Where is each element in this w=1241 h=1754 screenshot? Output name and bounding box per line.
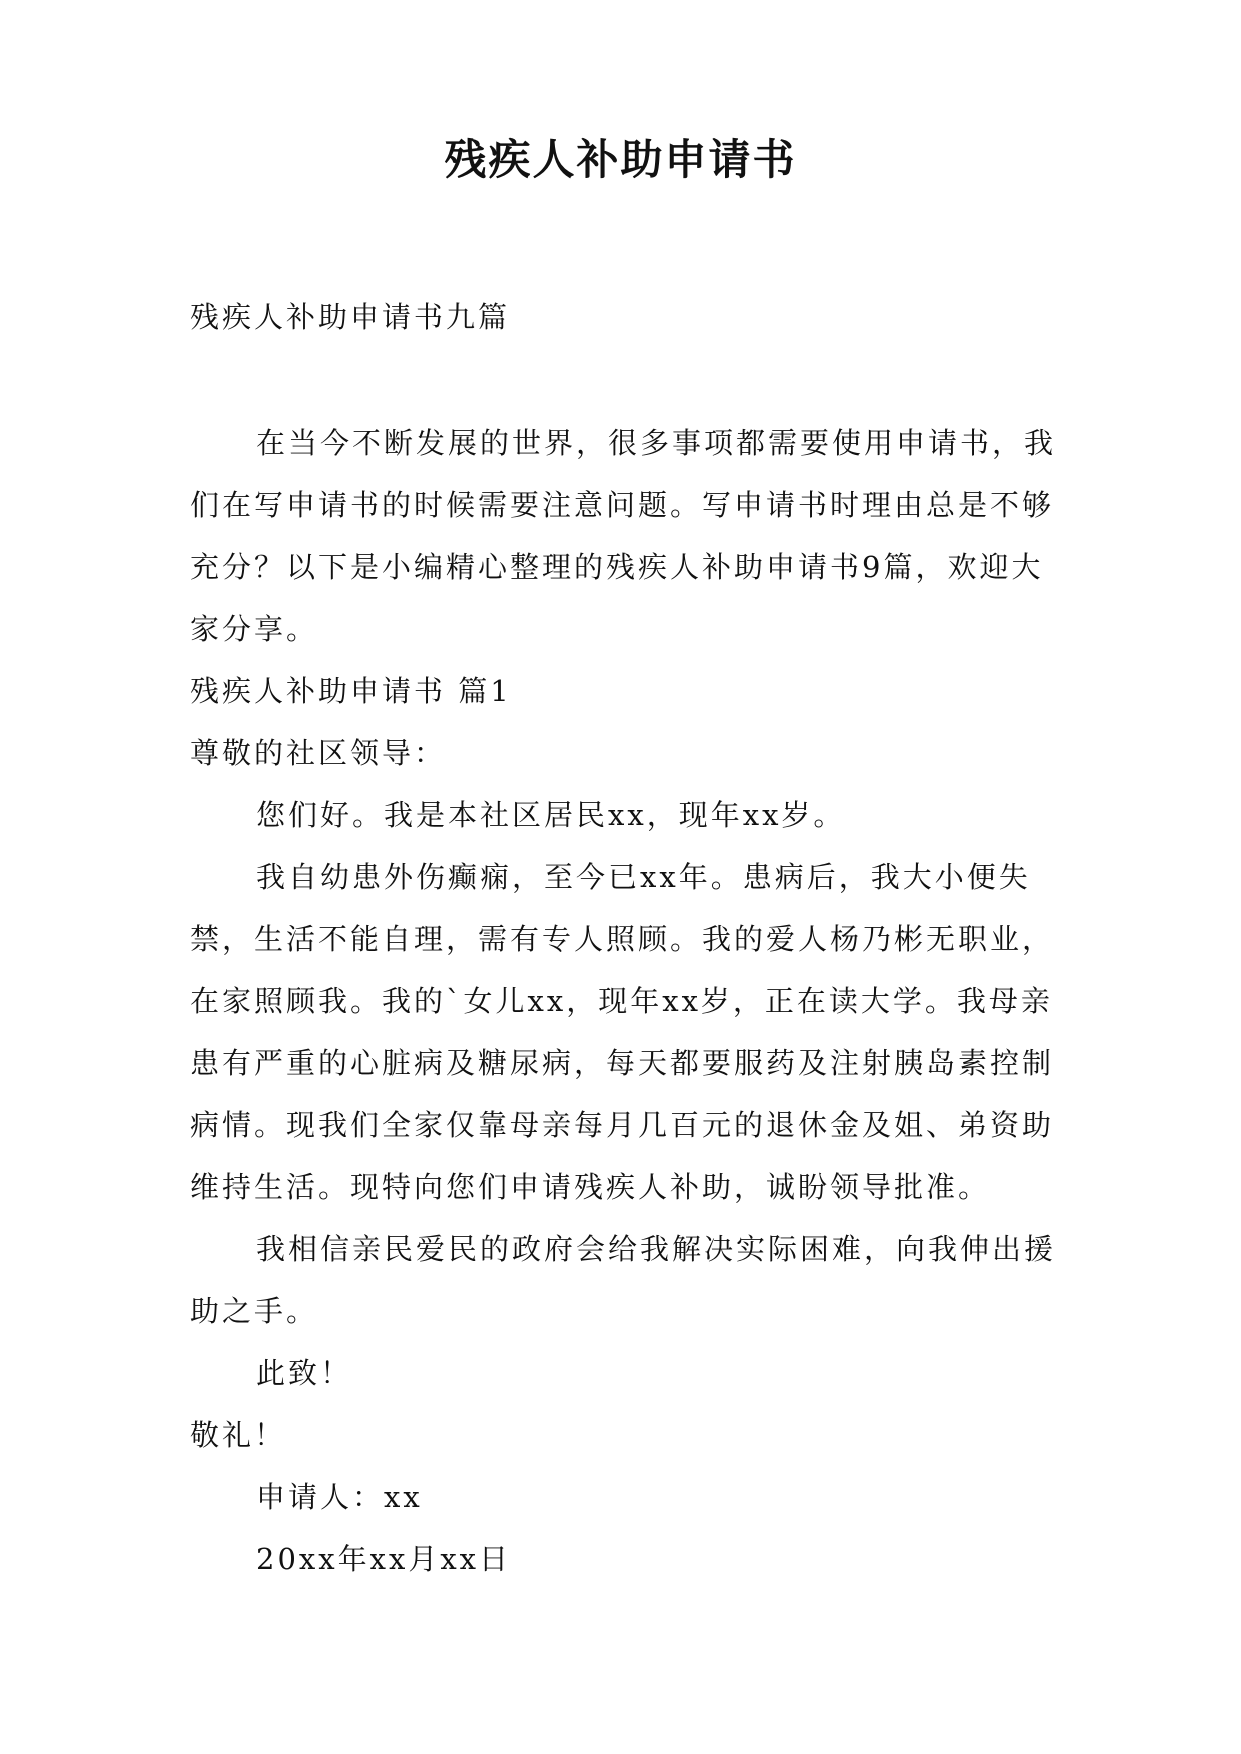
document-body [190, 286, 1060, 1590]
applicant-line: 申请人：xx [256, 1480, 423, 1514]
section-heading: 残疾人补助申请书 篇1 [190, 674, 512, 708]
spacer [190, 348, 1060, 412]
intro-paragraph: 在当今不断发展的世界，很多事项都需要使用申请书，我们在写申请书的时候需要注意问题。写申请书时理由总是不够充分？以下是小编精心整理的残疾人补助申请书9篇，欢迎大家分享。 [190, 426, 1057, 646]
date-line: 20xx年xx月xx日 [256, 1542, 512, 1576]
closing-line: 敬礼！ [190, 1418, 287, 1452]
closing-line: 此致！ [256, 1356, 353, 1390]
page-title: 残疾人补助申请书 [444, 135, 797, 184]
document-subtitle: 残疾人补助申请书九篇 [190, 300, 511, 334]
salutation: 尊敬的社区领导： [190, 736, 447, 770]
body-paragraph: 我自幼患外伤癫痫，至今已xx年。患病后，我大小便失禁，生活不能自理，需有专人照顾。我的爱人杨乃彬无职业，在家照顾我。我的`女儿xx，现年xx岁，正在读大学。我母亲患有严重的心脏病及糖尿病，每天都要服药及注射胰岛素控制病情。现我们全家仅靠母亲每月几百元的退休金及姐、弟资助维持生活。现特向您们申请残疾人补助，诚盼领导批准。 [190, 860, 1055, 1204]
body-paragraph: 我相信亲民爱民的政府会给我解决实际困难，向我伸出援助之手。 [190, 1232, 1057, 1328]
greeting-line: 您们好。我是本社区居民xx，现年xx岁。 [256, 798, 846, 832]
